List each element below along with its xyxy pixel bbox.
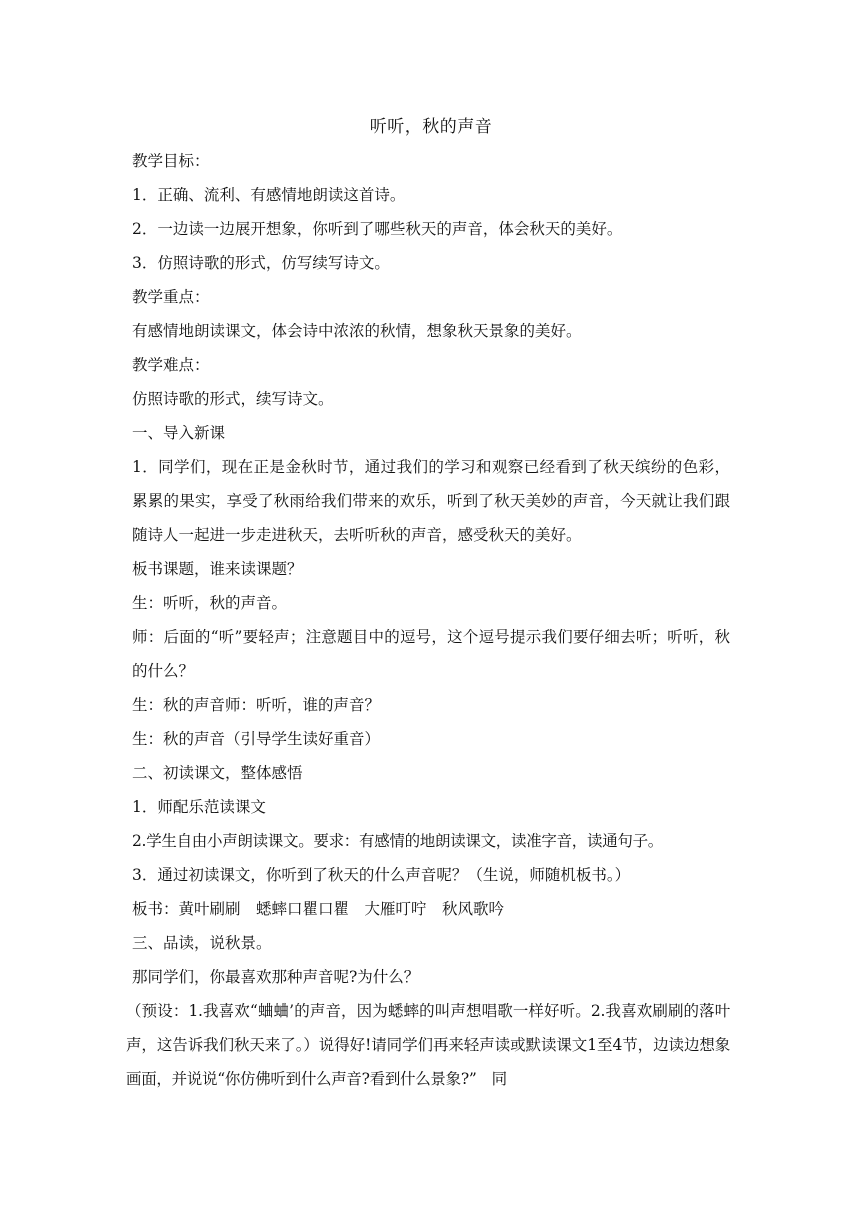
- board-title-line: 板书课题，谁来读课题？: [132, 560, 303, 578]
- section-heading-key-points: 教学重点：: [132, 288, 210, 306]
- section-heading-difficulties: 教学难点：: [132, 356, 210, 374]
- section-heading-intro: 一、导入新课: [132, 424, 226, 442]
- document-body: [126, 110, 730, 1096]
- step-3: 3．通过初读课文，你听到了秋天的什么声音呢？（生说，师随机板书。）: [132, 866, 631, 884]
- section-heading-objectives: 教学目标：: [132, 152, 210, 170]
- teacher-paragraph: 师：后面的“听”要轻声；注意题目中的逗号，这个逗号提示我们要仔细去听；听听，秋的什么？: [132, 628, 730, 680]
- section-heading-first-reading: 二、初读课文，整体感悟: [132, 764, 303, 782]
- board-writing: 板书：黄叶刷刷 蟋蟀口瞿口瞿 大雁叮咛 秋风歌吟: [132, 900, 505, 918]
- student-reply-3: 生：秋的声音（引导学生读好重音）: [132, 730, 381, 748]
- objective-2: 2．一边读一边展开想象，你听到了哪些秋天的声音，体会秋天的美好。: [132, 220, 623, 238]
- step-2: 2.学生自由小声朗读课文。要求：有感情的地朗读课文，读准字音，读通句子。: [132, 832, 663, 850]
- student-reply-1: 生：听听，秋的声音。: [132, 594, 288, 612]
- document-title: 听听，秋的声音: [369, 117, 493, 137]
- key-points-text: 有感情地朗读课文，体会诗中浓浓的秋情，想象秋天景象的美好。: [132, 322, 582, 340]
- intro-paragraph: 1．同学们，现在正是金秋时节，通过我们的学习和观察已经看到了秋天缤纷的色彩，累累的果实，享受了秋雨给我们带来的欢乐，听到了秋天美妙的声音，今天就让我们跟随诗人一起进一步走进秋天，去听听秋的声音，感受秋天的美好。: [132, 458, 730, 544]
- student-reply-2: 生：秋的声音师：听听，谁的声音？: [132, 696, 381, 714]
- section-heading-reading-scenery: 三、品读，说秋景。: [132, 934, 272, 952]
- difficulties-text: 仿照诗歌的形式，续写诗文。: [132, 390, 334, 408]
- preset-paragraph: （预设：1.我喜欢“蛐蛐’的声音，因为蟋蟀的叫声想唱歌一样好听。2.我喜欢刷刷的落叶声，这告诉我们秋天来了。）说得好!请同学们再来轻声读或默读课文1至4节，边读边想象画面，并说说“你仿佛听到什么声音?看到什么景象?” 同: [126, 1002, 730, 1088]
- question-line: 那同学们，你最喜欢那种声音呢?为什么？: [132, 968, 420, 986]
- objective-1: 1．正确、流利、有感情地朗读这首诗。: [132, 186, 406, 204]
- objective-3: 3．仿照诗歌的形式，仿写续写诗文。: [132, 254, 390, 272]
- step-1: 1．师配乐范读课文: [132, 798, 266, 816]
